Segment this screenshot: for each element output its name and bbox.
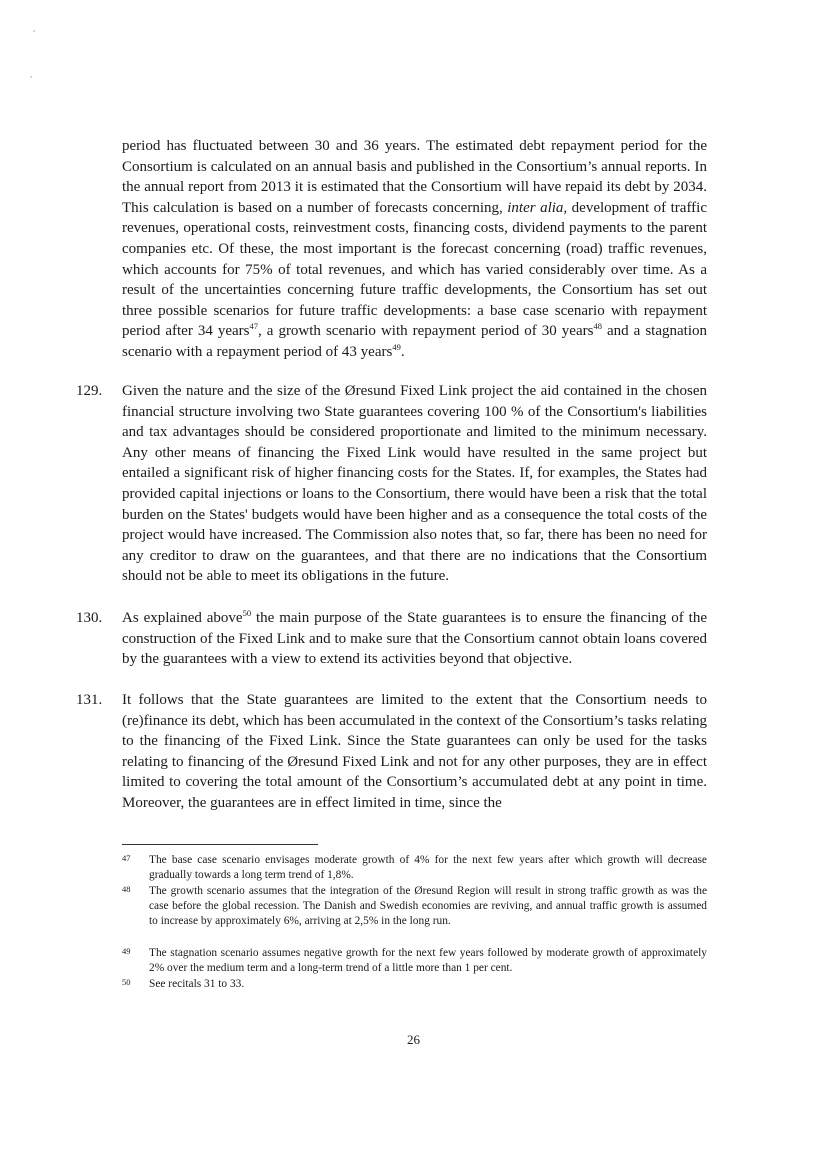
paragraph-text: the main purpose of the State guarantees is to ensure the financing of the construction of the Fixed Link and to make sure that the Consortium cannot obtain loans covered by the guarantees with a view to extend its activities beyond that objective.	[122, 610, 707, 668]
paragraph-number-129: 129.	[76, 383, 103, 399]
footnote-ref-48[interactable]: 48	[593, 321, 602, 332]
paragraph-continuation	[122, 136, 707, 363]
paragraph-131: It follows that the State guarantees are limited to the extent that the Consortium needs to (re)finance its debt, which has been accumulated in the context of the Consortium’s tasks relating to the financing of the Fixed Link. Since the State guarantees can only be used for the tasks relating to financing of the Øresund Fixed Link and not for any other purposes, they are in effect limited to covering the total amount of the Consortium’s accumulated debt at any point in time. Moreover, the guarantees are in effect limited in time, since the	[122, 692, 707, 811]
paragraph-129: Given the nature and the size of the Øresund Fixed Link project the aid contained in the chosen financial structure involving two State guarantees covering 100 % of the Consortium's liabilities and tax advantages should be considered proportionate and limited to the minimum necessary. Any other means of financing the Fixed Link would have resulted in the same project but entailed a significant risk of higher financing costs for the States. If, for examples, the States had provided capital injections or loans to the Consortium, there would have been a risk that the total burden on the States' budgets would have been higher and as a consequence the total costs of the project would have increased. The Commission also notes that, so far, there has been no need for any creditor to draw on the guarantees, and that there are no indications that the Consortium should not be able to meet its obligations in the future.	[122, 383, 707, 585]
paragraph-text: , a growth scenario with repayment period of 30 years	[258, 323, 594, 340]
footnote-ref-50[interactable]: 50	[242, 608, 252, 618]
footnote-number: 48	[122, 884, 131, 894]
footnote-number: 49	[122, 946, 131, 956]
paragraph-number-130: 130.	[76, 610, 103, 626]
footnote-text: See recitals 31 to 33.	[149, 978, 245, 990]
footnote-ref-49[interactable]: 49	[392, 341, 401, 352]
footnote-text: The base case scenario envisages moderate growth of 4% for the next few years after which growth will decrease gradually towards a long term trend of 1,8%.	[149, 854, 707, 882]
paragraph-text: development of traffic revenues, operational costs, reinvestment costs, financing costs, dividend payments to the parent companies etc. Of these, the most important is the forecast concerning (road) traffic revenues, which accounts for 75% of total revenues, and which has varied considerably over time. As a result of the uncertainties concerning future traffic developments, the Consortium has set out three possible scenarios for future traffic developments: a base case scenario with repayment period after 34 years	[122, 199, 707, 340]
scan-speck	[30, 76, 32, 78]
paragraph-text: period has fluctuated between 30 and 36 years. The estimated debt repayment period for the Consortium is calculated on an annual basis and published in the Consortium’s annual reports. In the annual report from 2013 it is estimated that the Consortium will have repaid its debt by 2034. This calculation is based on a number of forecasts concerning,	[122, 138, 707, 216]
paragraph-130	[122, 608, 707, 670]
footnote-number: 47	[122, 853, 131, 863]
footnote-text: The stagnation scenario assumes negative growth for the next few years followed by moderate growth of approximately 2% over the medium term and a long-term trend of a little more than 1 per cent.	[149, 947, 707, 975]
footnote-separator	[122, 844, 318, 845]
paragraph-text: and a stagnation scenario with a repayment period of 43 years	[122, 323, 707, 360]
footnote-text: The growth scenario assumes that the integration of the Øresund Region will result in strong traffic growth as was the case before the global recession. The Danish and Swedish economies are reviving, and annual traffic growth is assumed to increase by approximately 6%, arriving at 2,5% in the long run.	[149, 885, 707, 928]
footnote-number: 50	[122, 977, 131, 987]
scan-speck	[33, 30, 35, 32]
page-number: 26	[407, 1032, 420, 1047]
italic-term: inter alia,	[507, 199, 568, 216]
paragraph-text: As explained above	[122, 610, 243, 626]
footnote-ref-47[interactable]: 47	[249, 321, 258, 332]
paragraph-text: .	[400, 343, 405, 360]
paragraph-number-131: 131.	[76, 692, 103, 708]
